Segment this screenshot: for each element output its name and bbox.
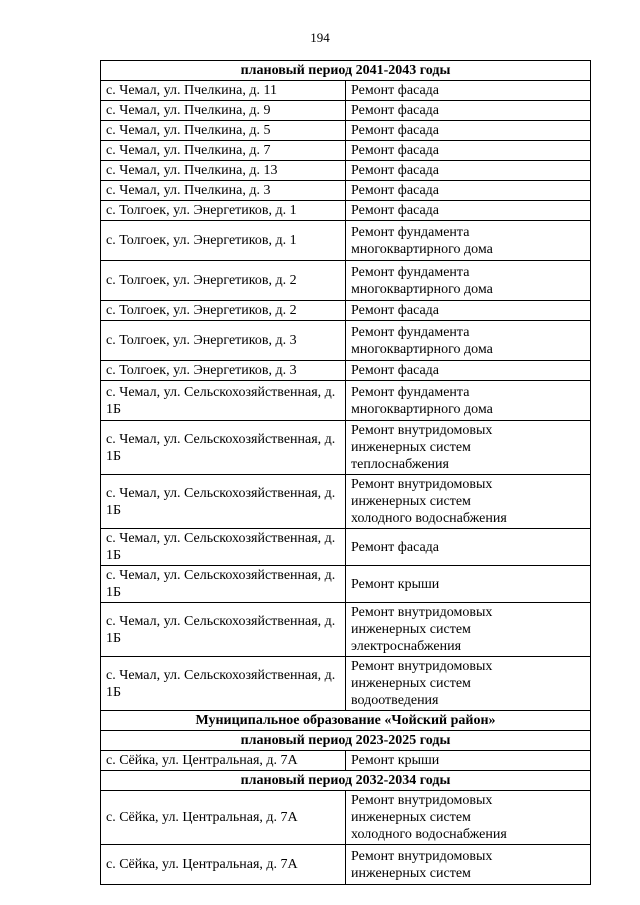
table-row [101, 261, 591, 301]
work-type-cell [346, 475, 591, 529]
work-type-line: водоотведения [351, 693, 439, 708]
work-type-cell: Ремонт фасада [346, 121, 591, 141]
address-cell: с. Толгоек, ул. Энергетиков, д. 2 [101, 301, 346, 321]
work-type-line: многоквартирного дома [351, 401, 493, 417]
table-row [101, 791, 591, 845]
table-row [101, 603, 591, 657]
work-type-line: электроснабжения [351, 639, 462, 654]
page-number: 194 [310, 30, 330, 45]
address-cell: с. Толгоек, ул. Энергетиков, д. 3 [101, 361, 346, 381]
work-type-line: инженерных систем [351, 440, 471, 455]
work-type-cell [346, 221, 591, 261]
table-row [101, 321, 591, 361]
work-type-line: Ремонт внутридомовых [351, 659, 493, 674]
work-type-line: многоквартирного дома [351, 281, 493, 297]
table-row [101, 81, 591, 101]
table-row [101, 475, 591, 529]
section-header-row [101, 771, 591, 791]
work-type-line: многоквартирного дома [351, 341, 493, 357]
address-cell: с. Толгоек, ул. Энергетиков, д. 1 [101, 221, 346, 261]
work-type-cell [346, 321, 591, 361]
table-row [101, 301, 591, 321]
work-type-line: Ремонт внутридомовых [351, 605, 493, 620]
work-type-line: инженерных систем [351, 676, 471, 691]
address-cell: с. Толгоек, ул. Энергетиков, д. 3 [101, 321, 346, 361]
work-type-cell [346, 381, 591, 421]
repair-schedule-table [100, 60, 591, 885]
table-row [101, 421, 591, 475]
section-header: плановый период 2041-2043 годы [101, 61, 591, 81]
work-type-line: Ремонт фундамента [351, 264, 470, 280]
work-type-cell: Ремонт фасада [346, 181, 591, 201]
work-type-cell: Ремонт фасада [346, 81, 591, 101]
table-row [101, 657, 591, 711]
work-type-cell: Ремонт фасада [346, 529, 591, 566]
work-type-line: Ремонт фундамента [351, 224, 470, 240]
address-cell: с. Чемал, ул. Сельскохозяйственная, д. 1Б [101, 657, 346, 711]
section-header-row [101, 61, 591, 81]
work-type-line: инженерных систем [351, 494, 471, 509]
work-type-line: инженерных систем [351, 622, 471, 637]
work-type-cell [346, 421, 591, 475]
work-type-cell: Ремонт фасада [346, 141, 591, 161]
table-row [101, 141, 591, 161]
work-type-line: холодного водоснабжения [351, 511, 507, 526]
work-type-cell: Ремонт фасада [346, 301, 591, 321]
address-cell: с. Сёйка, ул. Центральная, д. 7А [101, 751, 346, 771]
address-cell: с. Чемал, ул. Пчелкина, д. 9 [101, 101, 346, 121]
work-type-cell [346, 603, 591, 657]
address-cell: с. Чемал, ул. Сельскохозяйственная, д. 1Б [101, 603, 346, 657]
section-header: плановый период 2023-2025 годы [101, 731, 591, 751]
address-cell: с. Чемал, ул. Пчелкина, д. 7 [101, 141, 346, 161]
work-type-cell: Ремонт фасада [346, 101, 591, 121]
table-row [101, 751, 591, 771]
table-row [101, 381, 591, 421]
section-header: Муниципальное образование «Чойский район» [101, 711, 591, 731]
work-type-line: Ремонт фундамента [351, 384, 470, 400]
work-type-cell: Ремонт крыши [346, 566, 591, 603]
work-type-line: Ремонт внутридомовых [351, 423, 493, 438]
work-type-cell [346, 791, 591, 845]
work-type-line: Ремонт внутридомовых [351, 848, 493, 864]
work-type-cell: Ремонт фасада [346, 201, 591, 221]
address-cell: с. Чемал, ул. Сельскохозяйственная, д. 1Б [101, 475, 346, 529]
section-header: плановый период 2032-2034 годы [101, 771, 591, 791]
address-cell: с. Чемал, ул. Сельскохозяйственная, д. 1Б [101, 421, 346, 475]
table-row [101, 121, 591, 141]
address-cell: с. Чемал, ул. Пчелкина, д. 3 [101, 181, 346, 201]
work-type-line: теплоснабжения [351, 457, 449, 472]
work-type-cell: Ремонт фасада [346, 161, 591, 181]
work-type-cell [346, 657, 591, 711]
work-type-cell [346, 261, 591, 301]
work-type-line: холодного водоснабжения [351, 827, 507, 842]
work-type-line: инженерных систем [351, 810, 471, 825]
table-body [101, 61, 591, 885]
work-type-cell: Ремонт крыши [346, 751, 591, 771]
address-cell: с. Сёйка, ул. Центральная, д. 7А [101, 845, 346, 885]
work-type-line: многоквартирного дома [351, 241, 493, 257]
table-row [101, 566, 591, 603]
work-type-line: Ремонт внутридомовых [351, 793, 493, 808]
work-type-line: Ремонт фундамента [351, 324, 470, 340]
address-cell: с. Чемал, ул. Пчелкина, д. 13 [101, 161, 346, 181]
address-cell: с. Толгоек, ул. Энергетиков, д. 1 [101, 201, 346, 221]
address-cell: с. Чемал, ул. Пчелкина, д. 11 [101, 81, 346, 101]
address-cell: с. Чемал, ул. Сельскохозяйственная, д. 1Б [101, 529, 346, 566]
address-cell: с. Чемал, ул. Пчелкина, д. 5 [101, 121, 346, 141]
section-header-row [101, 711, 591, 731]
work-type-line: Ремонт внутридомовых [351, 477, 493, 492]
address-cell: с. Чемал, ул. Сельскохозяйственная, д. 1Б [101, 566, 346, 603]
address-cell: с. Сёйка, ул. Центральная, д. 7А [101, 791, 346, 845]
table-row [101, 161, 591, 181]
section-header-row [101, 731, 591, 751]
table-row [101, 181, 591, 201]
address-cell: с. Толгоек, ул. Энергетиков, д. 2 [101, 261, 346, 301]
work-type-cell: Ремонт фасада [346, 361, 591, 381]
table-row [101, 845, 591, 885]
table-row [101, 529, 591, 566]
work-type-line: инженерных систем [351, 865, 471, 881]
table-row [101, 101, 591, 121]
work-type-cell [346, 845, 591, 885]
table-row [101, 221, 591, 261]
table-row [101, 201, 591, 221]
table-row [101, 361, 591, 381]
address-cell: с. Чемал, ул. Сельскохозяйственная, д. 1Б [101, 381, 346, 421]
